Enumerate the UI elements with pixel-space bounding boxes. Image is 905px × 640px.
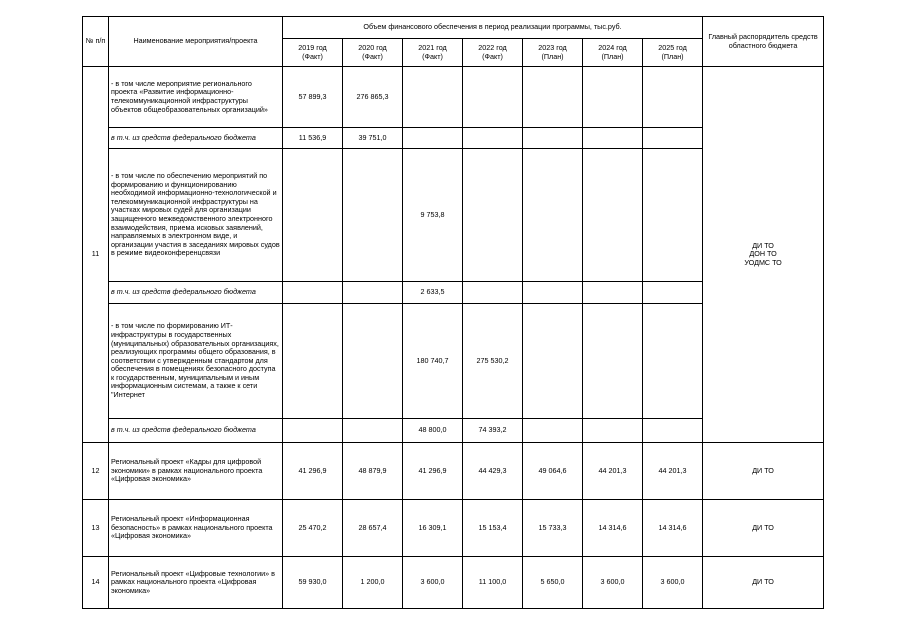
row-name: в т.ч. из средств федерального бюджета xyxy=(109,419,283,443)
row-value xyxy=(583,304,643,419)
header-manager: Главный распорядитель средств областного бюджета xyxy=(703,17,824,67)
header-year: 2022 год (Факт) xyxy=(463,39,523,67)
row-value: 14 314,6 xyxy=(643,500,703,557)
header-year: 2025 год (План) xyxy=(643,39,703,67)
row-value xyxy=(583,282,643,304)
row-value: 3 600,0 xyxy=(583,557,643,609)
row-value: 9 753,8 xyxy=(403,149,463,282)
row-value xyxy=(643,304,703,419)
row-value: 15 733,3 xyxy=(523,500,583,557)
row-name: в т.ч. из средств федерального бюджета xyxy=(109,282,283,304)
row-manager: ДИ ТО xyxy=(703,443,824,500)
row-value: 11 536,9 xyxy=(283,128,343,149)
row-value: 39 751,0 xyxy=(343,128,403,149)
row-value xyxy=(403,128,463,149)
row-value: 49 064,6 xyxy=(523,443,583,500)
row-value xyxy=(283,149,343,282)
row-value: 276 865,3 xyxy=(343,67,403,128)
table-row xyxy=(83,67,824,128)
row-value xyxy=(283,304,343,419)
row-name: - в том числе мероприятие регионального проекта «Развитие информационно-телекоммуникационной инфраструктуры объектов общеобразовательных организаций» xyxy=(109,67,283,128)
row-value: 28 657,4 xyxy=(343,500,403,557)
row-value xyxy=(643,149,703,282)
row-value: 11 100,0 xyxy=(463,557,523,609)
row-name: Региональный проект «Цифровые технологии» в рамках национального проекта «Цифровая экономика» xyxy=(109,557,283,609)
header-year: 2019 год (Факт) xyxy=(283,39,343,67)
row-value xyxy=(283,419,343,443)
row-name: Региональный проект «Информационная безопасность» в рамках национального проекта «Цифровая экономика» xyxy=(109,500,283,557)
row-value: 74 393,2 xyxy=(463,419,523,443)
row-value xyxy=(583,149,643,282)
row-name: - в том числе по обеспечению мероприятий по формированию и функционированию необходимой информационно-технологической и телекоммуникационной инфраструктуры на участках мировых судей для организации защищенного межведомственного электронного взаимодействия, приема исковых заявлений, направляемых в электронном виде, и организации участия в заседаниях мировых судов в режиме видеоконференцсвязи xyxy=(109,149,283,282)
row-name: в т.ч. из средств федерального бюджета xyxy=(109,128,283,149)
row-value: 44 201,3 xyxy=(643,443,703,500)
row-value xyxy=(463,282,523,304)
row-value xyxy=(583,128,643,149)
row-value: 15 153,4 xyxy=(463,500,523,557)
row-value xyxy=(523,67,583,128)
header-funding: Объем финансового обеспечения в период реализации программы, тыс.руб. xyxy=(283,17,703,39)
row-value xyxy=(583,419,643,443)
header-num: № п/п xyxy=(83,17,109,67)
row-value: 44 201,3 xyxy=(583,443,643,500)
table-row xyxy=(83,443,824,500)
row-name: - в том числе по формированию ИТ-инфраструктуры в государственных (муниципальных) образовательных организациях, реализующих программы общего образования, в соответствии с утвержденным стандартом для обеспечения в помещениях безопасного доступа к государственным, муниципальным и иным информационным системам, а также к сети "Интернет xyxy=(109,304,283,419)
row-value: 48 800,0 xyxy=(403,419,463,443)
row-value xyxy=(463,128,523,149)
row-value xyxy=(283,282,343,304)
row-value: 41 296,9 xyxy=(403,443,463,500)
row-value: 3 600,0 xyxy=(643,557,703,609)
row-value xyxy=(643,128,703,149)
header-year: 2021 год (Факт) xyxy=(403,39,463,67)
row-value xyxy=(403,67,463,128)
row-value: 1 200,0 xyxy=(343,557,403,609)
row-name: Региональный проект «Кадры для цифровой экономики» в рамках национального проекта «Цифровая экономика» xyxy=(109,443,283,500)
row-value xyxy=(643,419,703,443)
header-year: 2024 год (План) xyxy=(583,39,643,67)
row-value xyxy=(523,149,583,282)
row-value: 275 530,2 xyxy=(463,304,523,419)
row-value: 48 879,9 xyxy=(343,443,403,500)
row-value xyxy=(643,67,703,128)
table-row xyxy=(83,500,824,557)
row-value xyxy=(343,149,403,282)
row-value xyxy=(583,67,643,128)
row-value: 180 740,7 xyxy=(403,304,463,419)
header-year: 2020 год (Факт) xyxy=(343,39,403,67)
row-value: 16 309,1 xyxy=(403,500,463,557)
row-value: 44 429,3 xyxy=(463,443,523,500)
header-name: Наименование мероприятия/проекта xyxy=(109,17,283,67)
row-value: 25 470,2 xyxy=(283,500,343,557)
row-value: 41 296,9 xyxy=(283,443,343,500)
row-value xyxy=(523,282,583,304)
row-manager: ДИ ТО ДОН ТО УОДМС ТО xyxy=(703,67,824,443)
row-value xyxy=(523,128,583,149)
row-number: 11 xyxy=(83,67,109,443)
row-value xyxy=(523,419,583,443)
table-row xyxy=(83,557,824,609)
header-year: 2023 год (План) xyxy=(523,39,583,67)
row-value: 14 314,6 xyxy=(583,500,643,557)
row-manager: ДИ ТО xyxy=(703,557,824,609)
row-value: 2 633,5 xyxy=(403,282,463,304)
row-value xyxy=(343,304,403,419)
row-number: 13 xyxy=(83,500,109,557)
header-row xyxy=(83,17,824,39)
row-value xyxy=(463,67,523,128)
row-value: 59 930,0 xyxy=(283,557,343,609)
row-value xyxy=(343,282,403,304)
row-value xyxy=(643,282,703,304)
row-manager: ДИ ТО xyxy=(703,500,824,557)
row-value: 57 899,3 xyxy=(283,67,343,128)
row-value: 5 650,0 xyxy=(523,557,583,609)
row-value xyxy=(343,419,403,443)
row-number: 12 xyxy=(83,443,109,500)
row-number: 14 xyxy=(83,557,109,609)
row-value: 3 600,0 xyxy=(403,557,463,609)
document-page xyxy=(82,16,824,609)
funding-table xyxy=(82,16,824,609)
row-value xyxy=(523,304,583,419)
row-value xyxy=(463,149,523,282)
